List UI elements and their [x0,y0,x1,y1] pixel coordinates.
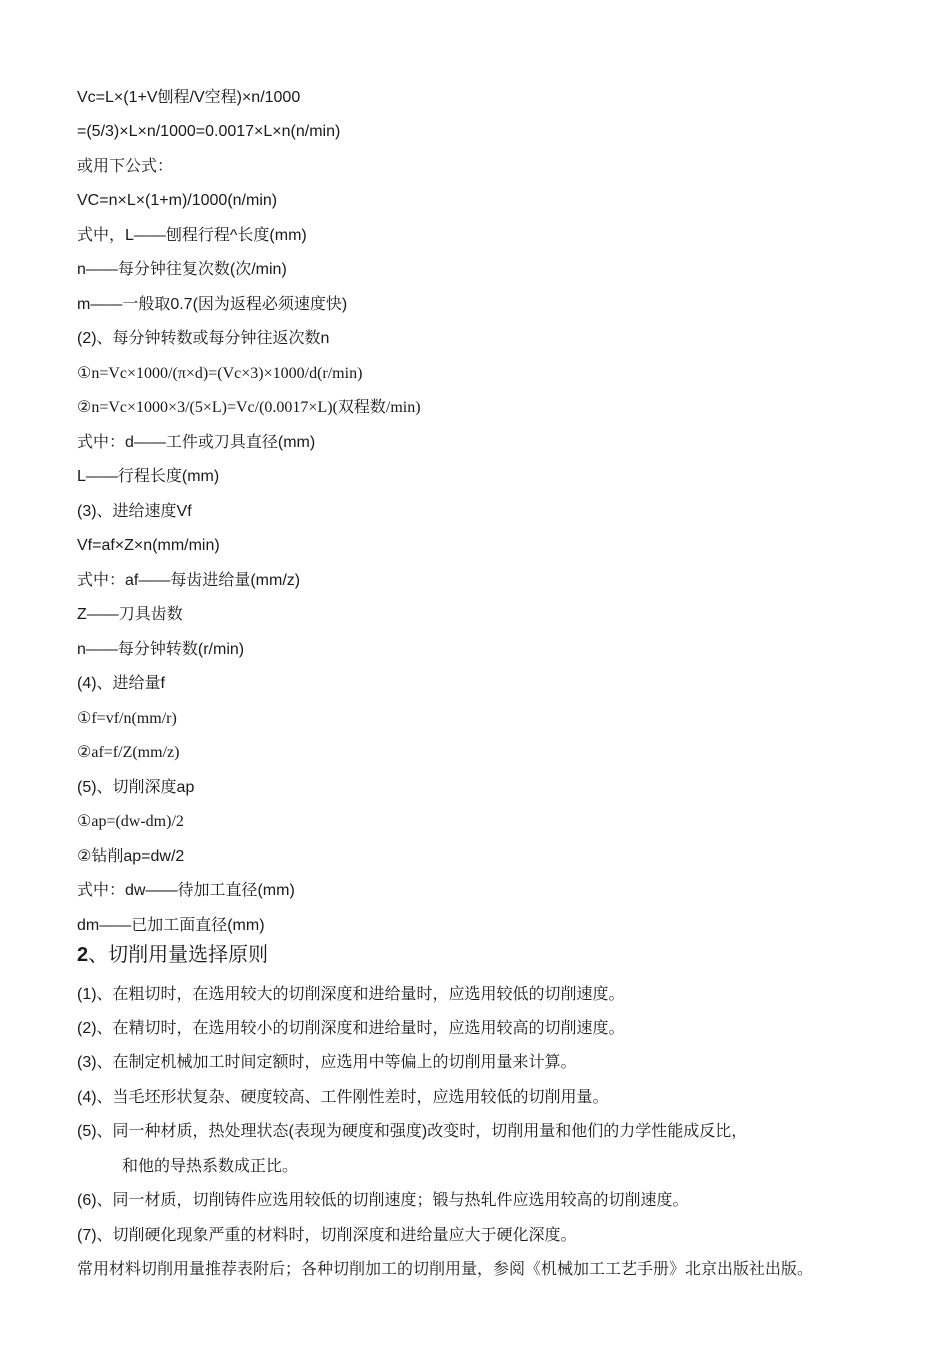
principle-item-continuation: 和他的导热系数成正比。 [122,1158,299,1175]
principle-item: (5)、同一种材质，热处理状态(表现为硬度和强度)改变时，切削用量和他们的力学性能成反比， [77,1123,748,1140]
formula-line: VC=n×L×(1+m)/1000(n/min) [77,192,278,209]
principle-item: (7)、切削硬化现象严重的材料时，切削深度和进给量应大于硬化深度。 [77,1227,577,1244]
principle-item: (3)、在制定机械加工时间定额时，应选用中等偏上的切削用量来计算。 [77,1054,577,1071]
subsection-heading: (4)、进给量f [77,675,166,692]
subsection-heading: (3)、进给速度Vf [77,503,192,520]
subsection-heading: (5)、切削深度ap [77,779,195,796]
section-number: 2 [77,944,89,966]
formula-line: =(5/3)×L×n/1000=0.0017×L×n(n/min) [77,123,341,140]
text-line: 或用下公式： [77,158,174,175]
principle-item: (2)、在精切时，在选用较小的切削深度和进给量时，应选用较高的切削速度。 [77,1020,625,1037]
definition-line: n——每分钟往复次数(次/min) [77,261,287,278]
definition-line: 式中：d——工件或刀具直径(mm) [77,434,316,451]
formula-line: Vf=af×Z×n(mm/min) [77,537,220,554]
definition-line: Z——刀具齿数 [77,606,183,623]
formula-line: ①n=Vc×1000/(π×d)=(Vc×3)×1000/d(r/min) [77,365,363,382]
definition-line: m——一般取0.7(因为返程必须速度快) [77,296,348,313]
principle-item: (1)、在粗切时，在选用较大的切削深度和进给量时，应选用较低的切削速度。 [77,986,625,1003]
definition-line: 式中，L——刨程行程^长度(mm) [77,227,307,244]
section-title: 、切削用量选择原则 [88,944,269,966]
formula-line: ②n=Vc×1000×3/(5×L)=Vc/(0.0017×L)(双程数/min) [77,399,421,416]
definition-line: 式中：af——每齿进给量(mm/z) [77,572,301,589]
formula-line: ①f=vf/n(mm/r) [77,710,177,727]
subsection-heading: (2)、每分钟转数或每分钟往返次数n [77,330,330,347]
principle-item: (4)、当毛坯形状复杂、硬度较高、工件刚性差时，应选用较低的切削用量。 [77,1089,609,1106]
definition-line: n——每分钟转数(r/min) [77,641,245,658]
section-heading [77,943,268,967]
definition-line: 式中：dw——待加工直径(mm) [77,882,295,899]
formula-line: ②钻削ap=dw/2 [77,848,185,865]
formula-line: Vc=L×(1+V刨程/V空程)×n/1000 [77,89,301,106]
definition-line: L——行程长度(mm) [77,468,220,485]
formula-line: ②af=f/Z(mm/z) [77,744,180,761]
principle-item: (6)、同一材质，切削铸件应选用较低的切削速度；锻与热轧件应选用较高的切削速度。 [77,1192,689,1209]
definition-line: dm——已加工面直径(mm) [77,917,265,934]
formula-line: ①ap=(dw-dm)/2 [77,813,184,830]
closing-note: 常用材料切削用量推荐表附后；各种切削加工的切削用量，参阅《机械加工工艺手册》北京出版社出版。 [77,1261,814,1278]
